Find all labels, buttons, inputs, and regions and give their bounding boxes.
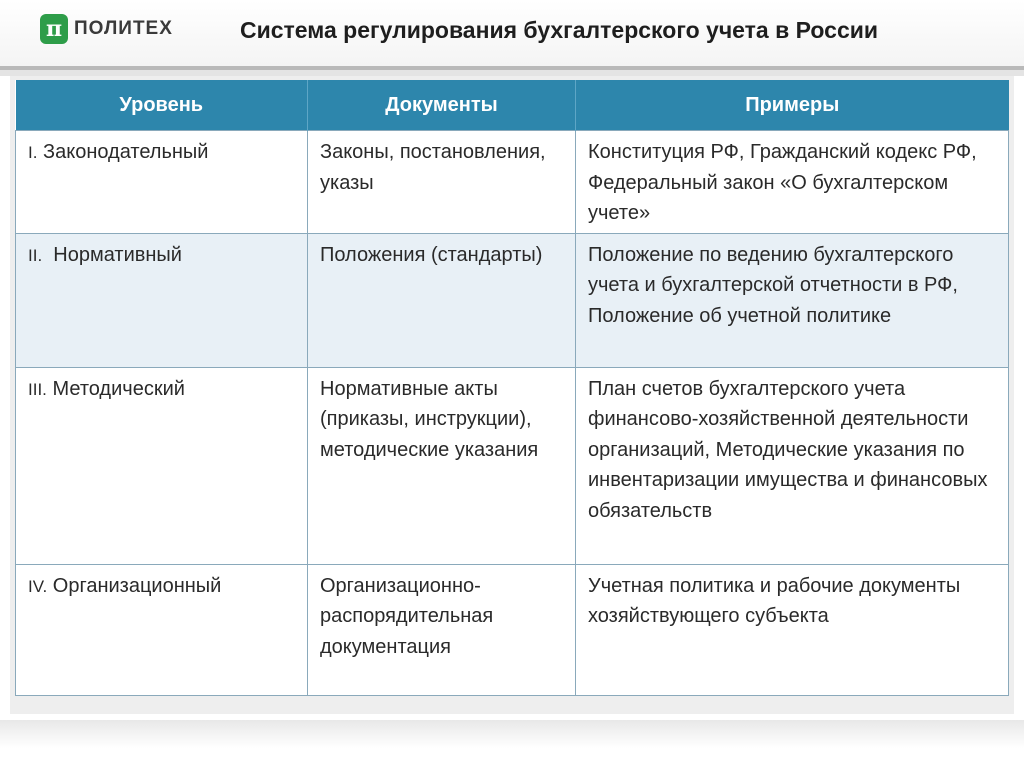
table-header-row [16,80,1009,131]
documents-cell: Законы, постановления, указы [308,131,576,234]
column-header-level: Уровень [16,80,308,131]
level-number: III. [28,379,47,399]
table-row [16,233,1009,367]
documents-cell: Организационно-распорядительная документация [308,564,576,695]
level-cell [16,564,308,695]
logo [40,14,173,44]
logo-pi-icon: π [40,14,68,44]
examples-cell: Учетная политика и рабочие документы хозяйствующего субъекта [576,564,1009,695]
level-cell [16,367,308,564]
level-number: IV. [28,576,48,596]
column-header-examples: Примеры [576,80,1009,131]
logo-text: ПОЛИТЕХ [74,18,173,39]
table-row [16,131,1009,234]
documents-cell: Нормативные акты (приказы, инструкции), методические указания [308,367,576,564]
examples-cell: Конституция РФ, Гражданский кодекс РФ, Федеральный закон «О бухгалтерском учете» [576,131,1009,234]
documents-cell: Положения (стандарты) [308,233,576,367]
examples-cell: Положение по ведению бухгалтерского учета и бухгалтерской отчетности в РФ, Положение об учетной политике [576,233,1009,367]
footer-band [0,720,1024,767]
regulation-table [15,80,1009,696]
level-number: II. [28,245,43,265]
page-title: Система регулирования бухгалтерского учета в России [240,17,879,43]
level-name: Организационный [52,574,222,597]
column-header-documents: Документы [308,80,576,131]
table-row [16,367,1009,564]
level-name: Методический [52,377,185,400]
level-cell [16,131,308,234]
table-row [16,564,1009,695]
examples-cell: План счетов бухгалтерского учета финансово-хозяйственной деятельности организаций, Методические указания по инвентаризации имущества и финансовых обязательств [576,367,1009,564]
level-number: I. [28,143,38,162]
level-name: Нормативный [53,243,182,266]
slide-header [0,0,1024,66]
level-name: Законодательный [43,141,209,163]
level-cell [16,233,308,367]
